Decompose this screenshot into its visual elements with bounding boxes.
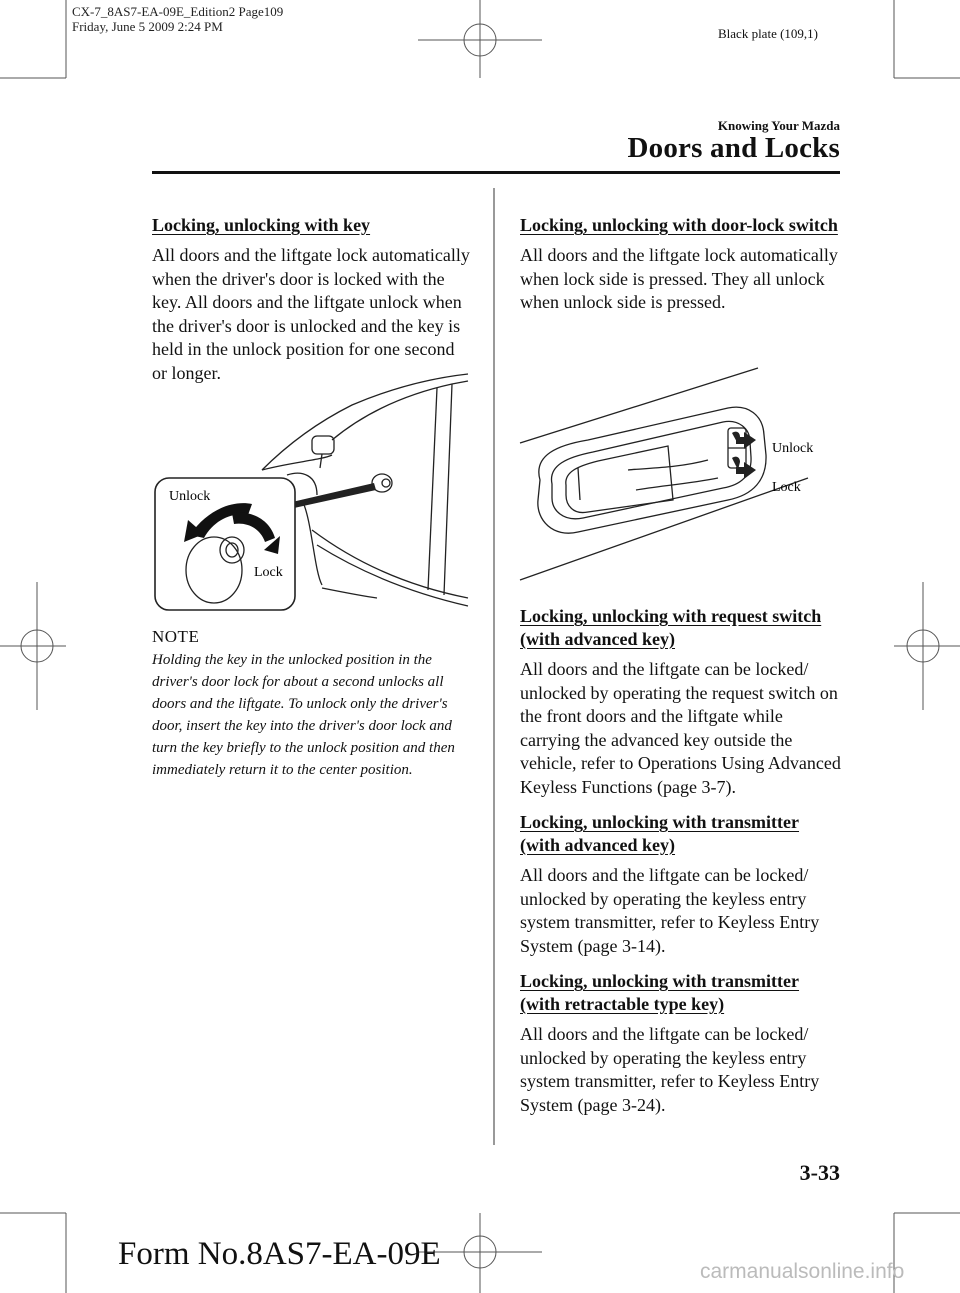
note-box — [152, 627, 474, 781]
door-lock-switch-heading: Locking, unlocking with door-lock switch — [520, 215, 838, 235]
transmitter-retractable-section — [520, 970, 842, 1117]
key-lock-heading: Locking, unlocking with key — [152, 215, 371, 235]
request-switch-heading: Locking, unlocking with request switch (with advanced key) — [520, 606, 822, 649]
door-lock-switch-figure — [518, 360, 840, 585]
file-date: Friday, June 5 2009 2:24 PM — [72, 19, 223, 34]
transmitter-advanced-paragraph: All doors and the liftgate can be locked/ unlocked by operating the keyless entry system transmitter, refer to Keyless Entry System (page 3-14). — [520, 865, 820, 956]
plate-info: Black plate (109,1) — [718, 26, 818, 41]
transmitter-advanced-heading: Locking, unlocking with transmitter (with advanced key) — [520, 812, 800, 855]
door-lock-switch-paragraph: All doors and the liftgate lock automatically when lock side is pressed. They all unlock when unlock side is pressed. — [520, 245, 838, 312]
key-lock-paragraph: All doors and the liftgate lock automatically when the driver's door is locked with the key. All doors and the liftgate unlock when the driver's door is unlocked and the key is held in the unlock position for one second or longer. — [152, 245, 470, 383]
section-label: Knowing Your Mazda — [717, 118, 840, 133]
note-title: NOTE — [152, 627, 200, 646]
watermark: carmanualsonline.info — [700, 1260, 905, 1283]
file-info — [72, 4, 283, 34]
key-unlock-label: Unlock — [169, 489, 211, 504]
key-lock-label: Lock — [254, 565, 283, 580]
request-switch-paragraph: All doors and the liftgate can be locked/ unlocked by operating the request switch on the front doors and the liftgate while carrying the advanced key outside the vehicle, refer to Operations Using Advanced Keyless Functions (page 3-7). — [520, 659, 841, 797]
transmitter-advanced-section — [520, 811, 842, 958]
request-switch-section — [520, 605, 842, 799]
note-text: Holding the key in the unlocked position in the driver's door lock for about a second unlocks all doors and the liftgate. To unlock only the driver's door, insert the key into the driver's door lock and turn the key briefly to the unlock position and then immediately return it to the center position. — [152, 652, 455, 778]
key-lock-figure — [152, 370, 470, 615]
transmitter-retractable-paragraph: All doors and the liftgate can be locked/ unlocked by operating the keyless entry system transmitter, refer to Keyless Entry System (page 3-24). — [520, 1024, 820, 1115]
file-name: CX-7_8AS7-EA-09E_Edition2 Page109 — [72, 4, 284, 19]
transmitter-retractable-heading: Locking, unlocking with transmitter (with retractable type key) — [520, 971, 800, 1014]
page-title: Doors and Locks — [627, 132, 840, 164]
right-sections — [520, 605, 842, 1117]
left-column — [152, 214, 472, 385]
header-rule — [152, 171, 840, 174]
door-lock-switch-section — [520, 214, 840, 315]
switch-unlock-label: Unlock — [772, 441, 814, 456]
form-number: Form No.8AS7-EA-09E — [118, 1236, 441, 1272]
page-number: 3-33 — [799, 1160, 840, 1185]
switch-lock-label: Lock — [772, 480, 801, 495]
